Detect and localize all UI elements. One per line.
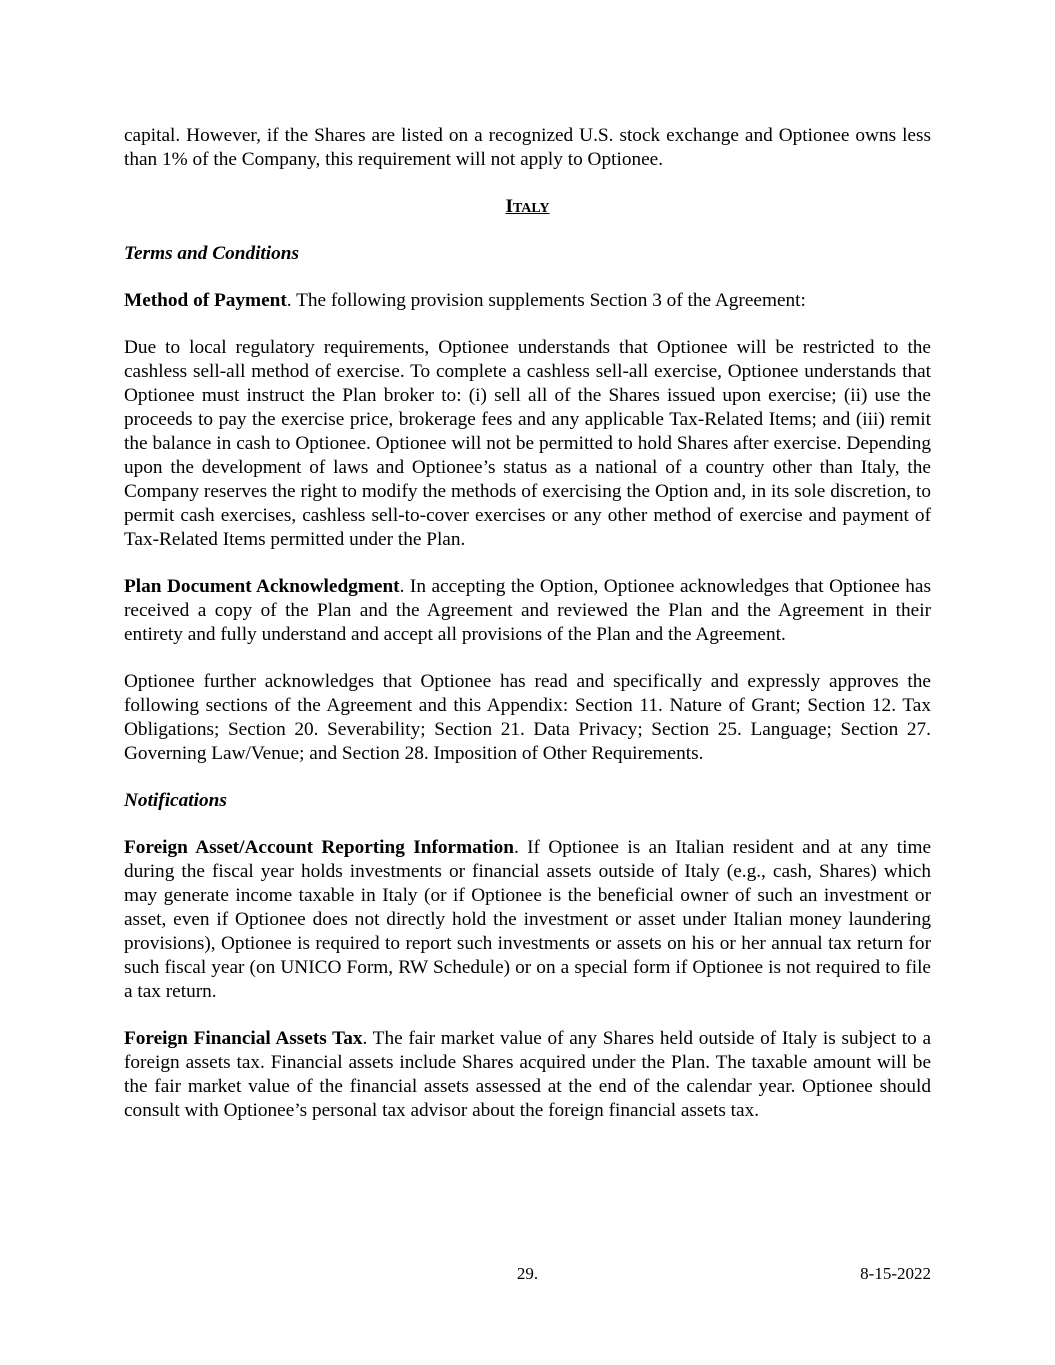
footer-date: 8-15-2022 [860, 1264, 931, 1283]
foreign-asset-reporting-title: Foreign Asset/Account Reporting Information [124, 837, 514, 858]
foreign-asset-reporting-paragraph [124, 836, 931, 1004]
terms-heading: Terms and Conditions [124, 243, 300, 264]
document-page [124, 124, 931, 1146]
method-of-payment-title: Method of Payment [124, 290, 287, 311]
country-heading: Italy [505, 196, 550, 217]
method-of-payment-body: Due to local regulatory requirements, Optionee understands that Optionee will be restricted to the cashless sell-all method of exercise. To complete a cashless sell-all exercise, Optionee understands that Optionee must instruct the Plan broker to: (i) sell all of the Shares issued upon exercise; (ii) use the proceeds to pay the exercise price, brokerage fees and any applicable Tax-Related Items; and (iii) remit the balance in cash to Optionee. Optionee will not be permitted to hold Shares after exercise. Depending upon the development of laws and Optionee’s status as a national of a country other than Italy, the Company reserves the right to modify the methods of exercising the Option and, in its sole discretion, to permit cash exercises, cashless sell-to-cover exercises or any other method of exercise and payment of Tax-Related Items permitted under the Plan. [124, 337, 931, 550]
further-acknowledgment-paragraph: Optionee further acknowledges that Optionee has read and specifically and expressly approves the following sections of the Agreement and this Appendix: Section 11. Nature of Grant; Section 12. Tax Obligations; Section 20. Severability; Section 21. Data Privacy; Section 25. Language; Section 27. Governing Law/Venue; and Section 28. Imposition of Other Requirements. [124, 671, 931, 764]
plan-document-title: Plan Document Acknowledgment [124, 576, 400, 597]
foreign-financial-assets-tax-text: . The fair market value of any Shares held outside of Italy is subject to a foreign assets tax. Financial assets include Shares acquired under the Plan. The taxable amount will be the fair market value of the financial assets assessed at the end of the calendar year. Optionee should consult with Optionee’s personal tax advisor about the foreign financial assets tax. [124, 1028, 932, 1121]
intro-paragraph: capital. However, if the Shares are listed on a recognized U.S. stock exchange and Optionee owns less than 1% of the Company, this requirement will not apply to Optionee. [124, 125, 931, 170]
foreign-asset-reporting-text: . If Optionee is an Italian resident and at any time during the fiscal year holds investments or financial assets outside of Italy (e.g., cash, Shares) which may generate income taxable in Italy (or if Optionee is the beneficial owner of such an investment or asset, even if Optionee does not directly hold the investment or asset under Italian money laundering provisions), Optionee is required to report such investments or assets on his or her annual tax return for such fiscal year (on UNICO Form, RW Schedule) or on a special form if Optionee is not required to file a tax return. [124, 837, 931, 1002]
notifications-heading: Notifications [124, 790, 227, 811]
plan-document-paragraph [124, 575, 931, 647]
foreign-financial-assets-tax-title: Foreign Financial Assets Tax [124, 1028, 363, 1049]
method-of-payment-paragraph [124, 289, 931, 313]
plan-document-text: . In accepting the Option, Optionee acknowledges that Optionee has received a copy of the Plan and the Agreement and reviewed the Plan and the Agreement in their entirety and fully understand and accept all provisions of the Plan and the Agreement. [124, 576, 931, 645]
page-number: 29. [516, 1264, 539, 1283]
method-of-payment-text: . The following provision supplements Section 3 of the Agreement: [286, 290, 806, 311]
foreign-financial-assets-tax-paragraph [124, 1027, 931, 1123]
